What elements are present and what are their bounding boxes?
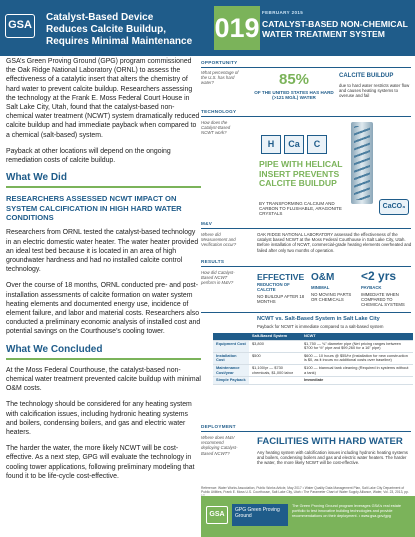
concluded-paragraph-3: The harder the water, the more likely NCWT will be cost-effective. As a next step, GPG will evaluate the technology in cooling tower applications, following preliminary modeling that found it to be life-cycle cost-effective. (6, 445, 195, 480)
section-rule (6, 358, 201, 360)
gsa-logo: GSA (5, 14, 35, 38)
table-row (213, 340, 413, 352)
table-cell: $100 — biannual tank cleaning (Required in systems without a tank) (301, 364, 413, 376)
deployment-text: Any heating system with calcification issues including hydronic heating systems and boilers, condensing boilers and gas and electric water heaters. The harder the water, the more likely NCWT will be cost-effective. (257, 450, 408, 466)
did-paragraph-2: Over the course of 18 months, ORNL conducted pre- and post-installation assessments of calcite formation on water system heating elements and documented energy use, incidence of element failure, and labor and material costs. Researchers also conducted a preliminary economic analysis of installed cost and potential savings on the Courthouse’s cooling tower. (6, 282, 201, 336)
mv-question: Where did Measurement and Verification occur? (201, 232, 237, 248)
hydrogen-element: H (261, 135, 281, 154)
technology-label: TECHNOLOGY (201, 109, 237, 114)
left-column (6, 57, 201, 488)
result-om-sub: MINIMAL (311, 285, 330, 290)
deployment-question: Where does M&V recommend deploying Catalyst-Based NCWT? (201, 435, 238, 456)
table-header-cell: NCWT (301, 333, 413, 340)
right-column (201, 56, 415, 506)
hard-water-stat: 85% (279, 71, 310, 88)
section-divider (201, 312, 411, 313)
report-title: CATALYST-BASED NON-CHEMICAL WATER TREATMENT SYSTEM (262, 19, 408, 39)
table-cell: $1,750 — ¾" diameter pipe (Net pricing ranges between $700 for ½" pipe and $99,260 for a 16" pipe) (301, 340, 413, 352)
page-header (0, 0, 415, 56)
carbon-element: C (307, 135, 327, 154)
hard-water-stat-text: OF THE UNITED STATES HAS HARD (>121 MG/L) WATER (254, 90, 334, 101)
table-cell: $3,800 (249, 340, 301, 352)
intro-paragraph: GSA’s Green Proving Ground (GPG) program commissioned the Oak Ridge National Laboratory (ORNL) to assess the effectiveness of a catalytic insert that alters the chemistry of hard water to prevent calcite buildup. Researchers assessing the technology at the Frank E. Moss Federal Court House in Salt Lake City, Utah, found that the catalyst-based non-chemical water treatment (NCWT) system dramatically reduced calcite buildup and had immediate payback when compared to a chemical (salt-based) system. (6, 58, 200, 139)
table-row (213, 364, 413, 376)
section-rule (6, 186, 201, 188)
comparison-subtitle: Payback for NCWT is immediate compared to a salt-based system (257, 324, 384, 329)
row-label: Installation Cost (213, 352, 249, 364)
calcite-buildup-title: CALCITE BUILDUP (339, 73, 394, 79)
opportunity-label: OPPORTUNITY (201, 60, 238, 65)
results-question: How did Catalyst-Based NCWT perform in M&V? (201, 270, 235, 286)
mv-label: M&V (201, 221, 213, 226)
section-divider (201, 228, 411, 229)
helical-insert-icon (354, 126, 370, 200)
gpg-logo: GPG Green Proving Ground (232, 504, 288, 526)
section-divider (201, 266, 411, 267)
result-effective: EFFECTIVE (257, 272, 305, 282)
opportunity-question: What percentage of the U.S. has hard water? (201, 70, 239, 86)
comparison-title: NCWT vs. Salt-Based System in Salt Lake City (257, 316, 380, 322)
table-row (213, 377, 413, 385)
table-cell: $500 (249, 352, 301, 364)
section-divider (201, 67, 411, 68)
result-om: O&M (311, 272, 335, 283)
result-payback: <2 yrs (361, 269, 397, 283)
calcium-element: Ca (284, 135, 304, 154)
results-label: RESULTS (201, 259, 225, 264)
result-effective-text: NO BUILDUP AFTER 18 MONTHS (257, 294, 305, 305)
page-title: Catalyst-Based Device Reduces Calcite Buildup, Requires Minimal Maintenance (46, 12, 193, 47)
table-cell: Immediate (301, 377, 413, 385)
footer-text: The Green Proving Ground program leverages GSA's real estate portfolio to test innovative building technologies and provide recommendations on their deployment. • www.gsa.gov/gpg (292, 504, 401, 518)
deployment-label: DEPLOYMENT (201, 424, 236, 429)
references: Reference: Water Works Association, Public Works Article, May 2017 • Water Quality Data Management Plan, Salt Lake City Department of Public Utilities, Frank E. Moss U.S. Courthouse, Salt Lake City, Utah • The Parameter Chart of Water Supply Alliance, Water, Vol. 23, 2013, pp. (201, 486, 409, 495)
table-cell: $600 — 10 hours @ $55/hr (Installation for new construction is $0, as it incurs no additional costs over baseline) (301, 352, 413, 364)
table-row (213, 352, 413, 364)
section-divider (201, 116, 411, 117)
row-label: Simple Payback (213, 377, 249, 385)
comparison-table (213, 333, 413, 385)
row-label: Maintenance Cost/year (213, 364, 249, 376)
section-divider (201, 431, 411, 432)
row-label: Equipment Cost (213, 340, 249, 352)
calcite-buildup-text: due to hard water restricts water flow and causes heating systems to overuse and fail (339, 83, 410, 99)
table-cell: $1,100/yr — $730 chemicals, $1,000 labor (249, 364, 301, 376)
report-date: FEBRUARY 2015 (262, 10, 304, 15)
gsa-footer-logo: GSA (206, 506, 228, 524)
what-we-did-heading: What We Did (6, 172, 67, 184)
did-paragraph-1: Researchers from ORNL tested the catalyst-based technology in an electric domestic water heater. The water heater provided an ideal test bed because it is located in an area of high groundwater hardness and had no installed calcite control technology. (6, 229, 199, 274)
deployment-headline: FACILITIES WITH HARD WATER (257, 436, 403, 447)
payback-paragraph: Payback at other locations will depend on the ongoing remediation costs of calcite buildup. (6, 147, 171, 165)
what-we-concluded-heading: What We Concluded (6, 343, 103, 355)
result-payback-text: IMMEDIATE WHEN COMPARED TO CHEMICAL SYSTEMS (361, 292, 405, 308)
concluded-paragraph-1: At the Moss Federal Courthouse, the catalyst-based non-chemical water treatment prevented calcite buildup with minimal O&M costs. (6, 366, 201, 393)
concluded-paragraph-2: The technology should be considered for any heating system with calcification issues, including hydronic heating systems and boilers, condensing boilers, and gas and electric water heaters. (6, 401, 192, 436)
result-om-text: NO MOVING PARTS OR CHEMICALS (311, 292, 352, 303)
what-we-did-subheading: RESEARCHERS ASSESSED NCWT IMPACT ON SYSTEM CALCIFICATION IN HIGH HARD WATER CONDITIONS (6, 194, 182, 223)
technology-question: How does the Catalyst-Based NCWT work? (201, 120, 231, 136)
technology-headline: PIPE WITH HELICAL INSERT PREVENTS CALCITE BUILDUP (259, 159, 343, 189)
result-effective-sub: REDUCTION OF CALCITE (257, 282, 290, 293)
mv-text: OAK RIDGE NATIONAL LABORATORY assessed the effectiveness of the catalyst based NCWT at the Moss Federal Courthouse in Salt Lake City, Utah. Before installation of NCWT, commercial-grade heating elements overheated and failed after only two months of operation. (257, 232, 412, 253)
calcium-carbonate-compound: CaCO₃ (379, 199, 409, 215)
technology-detail: BY TRANSFORMING CALCIUM AND CARBON TO FLUSHABLE, ARAGONITE CRYSTALS (259, 201, 342, 217)
page-footer (0, 496, 415, 537)
report-number: 019 (214, 6, 260, 50)
result-payback-sub: PAYBACK (361, 285, 382, 290)
table-header-cell (213, 333, 249, 340)
table-header-row (213, 333, 413, 340)
table-header-cell: Salt-Based System (249, 333, 301, 340)
table-cell (249, 377, 301, 385)
